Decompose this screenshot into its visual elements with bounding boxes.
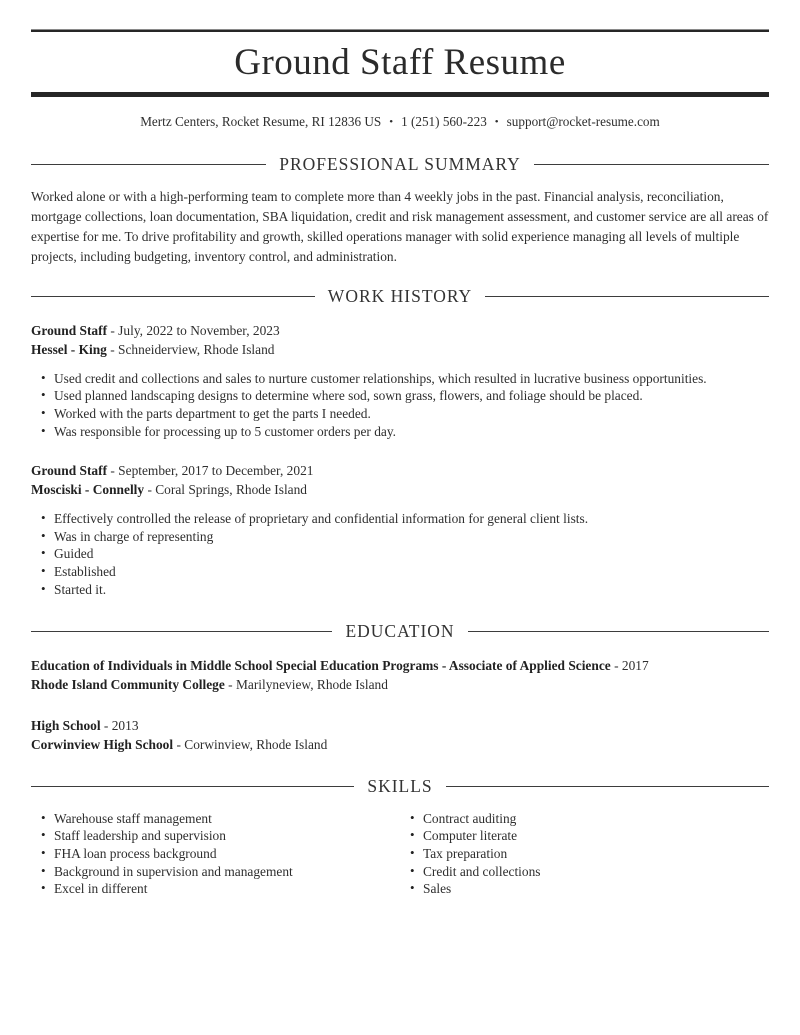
degree-name: High School	[31, 717, 101, 733]
job-bullet-list	[31, 370, 769, 441]
list-item: • Sales	[410, 880, 769, 898]
job-location: - Coral Springs, Rhode Island	[144, 482, 307, 498]
employer-name: Hessel - King	[31, 342, 107, 358]
heading-rule-right	[534, 164, 769, 165]
contact-line	[31, 114, 769, 130]
job-title-line	[31, 321, 769, 341]
job-employer-line	[31, 480, 769, 500]
job-title: Ground Staff	[31, 462, 108, 478]
list-item: • Contract auditing	[410, 810, 769, 828]
contact-address: Mertz Centers, Rocket Resume, RI 12836 US	[140, 113, 382, 129]
list-item: • Guided	[41, 545, 769, 563]
list-item: • Tax preparation	[410, 845, 769, 863]
heading-rule-right	[468, 631, 769, 632]
skills-columns	[31, 801, 769, 898]
employer-name: Mosciski - Connelly	[31, 482, 145, 498]
job-title: Ground Staff	[31, 322, 108, 338]
list-item: • Background in supervision and management	[41, 863, 400, 881]
page-title: Ground Staff Resume	[234, 42, 566, 83]
section-heading-work	[31, 286, 769, 307]
degree-line	[31, 716, 769, 736]
job-dates: - September, 2017 to December, 2021	[107, 462, 314, 478]
heading-rule-right	[485, 296, 769, 297]
degree-line	[31, 656, 769, 676]
job-entry	[31, 321, 769, 441]
education-entry	[31, 716, 769, 755]
school-line	[31, 735, 769, 755]
list-item: • Used credit and collections and sales to nurture customer relationships, which resulted in lucrative business opportunities.	[41, 370, 769, 388]
list-item: • Computer literate	[410, 827, 769, 845]
list-item: • Warehouse staff management	[41, 810, 400, 828]
education-heading-label: EDUCATION	[345, 620, 455, 641]
contact-phone: 1 (251) 560-223	[401, 113, 487, 129]
list-item: • FHA loan process background	[41, 845, 400, 863]
section-heading-summary	[31, 154, 769, 175]
dot-separator: •	[389, 115, 394, 128]
list-item: • Staff leadership and supervision	[41, 827, 400, 845]
list-item: • Credit and collections	[410, 863, 769, 881]
contact-email: support@rocket-resume.com	[506, 113, 660, 129]
school-location: - Corwinview, Rhode Island	[173, 737, 328, 753]
header-double-rule	[31, 92, 769, 97]
heading-rule-left	[31, 164, 266, 165]
list-item: • Established	[41, 563, 769, 581]
list-item: • Was in charge of representing	[41, 528, 769, 546]
degree-year: - 2017	[610, 657, 649, 673]
school-name: Rhode Island Community College	[31, 677, 225, 693]
skills-list-right	[400, 810, 769, 898]
list-item: • Excel in different	[41, 880, 400, 898]
job-entry	[31, 461, 769, 599]
skills-list-left	[31, 810, 400, 898]
education-entry	[31, 656, 769, 695]
degree-name: Education of Individuals in Middle School Special Education Programs - Associate of Applied Science	[31, 657, 611, 673]
summary-heading-label: PROFESSIONAL SUMMARY	[279, 153, 521, 174]
summary-paragraph: Worked alone or with a high-performing team to complete more than 4 weekly jobs in the past. Financial analysis, reconciliation, mortgage collections, loan documentation, SBA liquidation, credit and risk management assessment, and customer service are all areas of expertise for me. To drive profitability and growth, skilled operations manager with solid experience managing all levels of multiple projects, including budgeting, inventory control, and administration.	[31, 188, 769, 264]
heading-rule-left	[31, 786, 354, 787]
section-heading-education	[31, 621, 769, 642]
heading-rule-right	[446, 786, 769, 787]
job-bullet-list	[31, 510, 769, 599]
heading-rule-left	[31, 631, 332, 632]
section-heading-skills	[31, 776, 769, 797]
list-item: • Started it.	[41, 581, 769, 599]
school-name: Corwinview High School	[31, 737, 174, 753]
job-location: - Schneiderview, Rhode Island	[106, 342, 275, 358]
heading-rule-left	[31, 296, 315, 297]
school-location: - Marilyneview, Rhode Island	[224, 677, 388, 693]
job-employer-line	[31, 340, 769, 360]
list-item: • Was responsible for processing up to 5 customer orders per day.	[41, 423, 769, 441]
list-item: • Used planned landscaping designs to determine where sod, sown grass, flowers, and foliage should be placed.	[41, 387, 769, 405]
skills-heading-label: SKILLS	[367, 775, 433, 796]
job-title-line	[31, 461, 769, 481]
header-top-rule	[31, 29, 769, 32]
dot-separator: •	[494, 115, 499, 128]
list-item: • Effectively controlled the release of proprietary and confidential information for general client lists.	[41, 510, 769, 528]
job-dates: - July, 2022 to November, 2023	[107, 322, 280, 338]
degree-year: - 2013	[100, 717, 139, 733]
school-line	[31, 675, 769, 695]
work-heading-label: WORK HISTORY	[327, 285, 473, 306]
list-item: • Worked with the parts department to get the parts I needed.	[41, 405, 769, 423]
